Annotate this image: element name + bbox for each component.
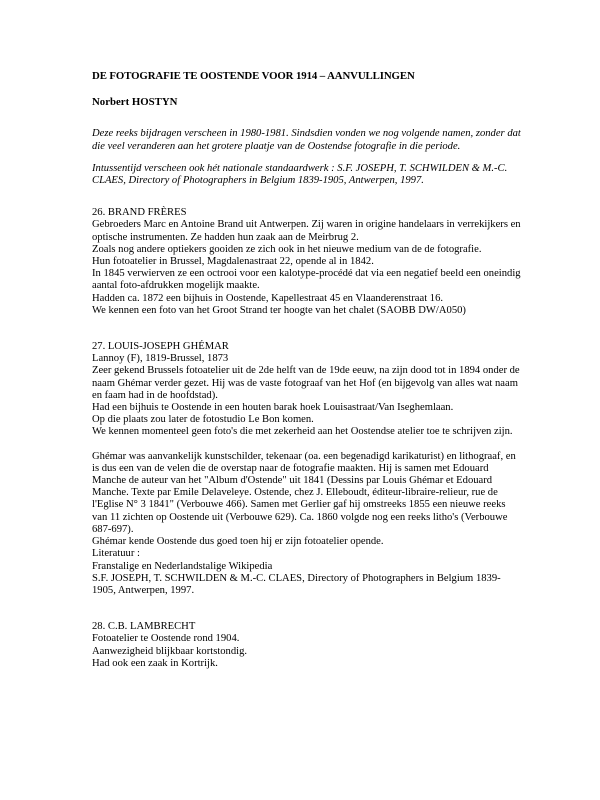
section-brand-freres (92, 207, 522, 317)
section-line: S.F. JOSEPH, T. SCHWILDEN & M.-C. CLAES, Directory of Photographers in Belgium 1839-1905, Antwerpen, 1997. (92, 572, 501, 596)
section-line: Aanwezigheid blijkbaar kortstondig. (92, 645, 248, 657)
section-ghemar (92, 341, 522, 597)
section-line: Zoals nog andere optiekers gooiden ze zich ook in het nieuwe medium van de de fotografie. (92, 243, 482, 255)
document-author: Norbert HOSTYN (92, 96, 178, 109)
section-line: Literatuur : (92, 548, 140, 560)
section-line: Had ook een zaak in Kortrijk. (92, 657, 218, 669)
section-heading: 27. LOUIS-JOSEPH GHÉMAR (92, 341, 229, 353)
section-line: Gebroeders Marc en Antoine Brand uit Antwerpen. Zij waren in origine handelaars in verrekijkers en optische instrumenten. Ze hadden hun zaak aan de Meirbrug 2. (92, 219, 521, 243)
section-line: Hadden ca. 1872 een bijhuis in Oostende, Kapellestraat 45 en Vlaanderenstraat 16. (92, 292, 444, 304)
section-line: Ghémar kende Oostende dus goed toen hij er zijn fotoatelier opende. (92, 536, 384, 548)
intro-block (92, 128, 522, 187)
section-line: We kennen een foto van het Groot Strand ter hoogte van het chalet (SAOBB DW/A050) (92, 304, 466, 316)
paragraph-spacer (92, 439, 522, 451)
section-heading: 26. BRAND FRÈRES (92, 207, 187, 219)
section-line: Hun fotoatelier in Brussel, Magdalenastraat 22, opende al in 1842. (92, 256, 374, 268)
intro-paragraph: Deze reeks bijdragen verscheen in 1980-1981. Sindsdien vonden we nog volgende namen, zonder dat die veel veranderen aan het grotere plaatje van de Oostendse fotografie in die periode. (92, 128, 521, 152)
document-title: DE FOTOGRAFIE TE OOSTENDE VOOR 1914 – AANVULLINGEN (92, 70, 415, 82)
section-line: Had een bijhuis te Oostende in een houten barak hoek Louisastraat/Van Iseghemlaan. (92, 402, 454, 414)
section-line: Fotoatelier te Oostende rond 1904. (92, 633, 240, 645)
section-line: In 1845 verwierven ze een octrooi voor een kalotype-procédé dat via een negatief beeld een oneindig aantal foto-afdrukken mogelijk maakte. (92, 268, 521, 292)
section-line: We kennen momenteel geen foto's die met zekerheid aan het Oostendse atelier toe te schrijven zijn. (92, 426, 513, 438)
section-line: Zeer gekend Brussels fotoatelier uit de 2de helft van de 19de eeuw, na zijn dood tot in 1894 onder de naam Ghémar verder gezet. Hij was de vaste fotograaf van het Hof (en bijgevolg van alles wat naam en faam had in de hoofdstad). (92, 365, 520, 401)
intro-paragraph: Intussentijd verscheen ook hét nationale standaardwerk : S.F. JOSEPH, T. SCHWILDEN & M.-C. CLAES, Directory of Photographers in Belgium 1839-1905, Antwerpen, 1997. (92, 162, 508, 187)
section-heading: 28. C.B. LAMBRECHT (92, 621, 196, 633)
section-line: Lannoy (F), 1819-Brussel, 1873 (92, 353, 229, 365)
section-line: Op die plaats zou later de fotostudio Le Bon komen. (92, 414, 314, 426)
section-lambrecht (92, 621, 522, 670)
section-line: Ghémar was aanvankelijk kunstschilder, tekenaar (oa. een begenadigd karikaturist) en lithograaf, en is dus een van de velen die de overstap naar de fotografie maakten. Hij is samen met Edouard Manche de auteur van het "Album d'Ostende" uit 1841 (Dessins par Louis Ghémar et Edouard Manche. Texte par Emile Delaveleye. Ostende, chez J. Elleboudt, éditeur-libraire-relieur, rue de l'Eglise N° 3 1841" (Verbouwe 466). Samen met Gerlier gaf hij omstreeks 1855 een nieuwe reeks van 11 zichten op Oostende uit (Verbouwe 629). Ca. 1860 volgde nog een reeks litho's (Verbouwe 687-697). (92, 450, 516, 535)
document-page (92, 70, 522, 670)
section-line: Franstalige en Nederlandstalige Wikipedia (92, 560, 273, 572)
